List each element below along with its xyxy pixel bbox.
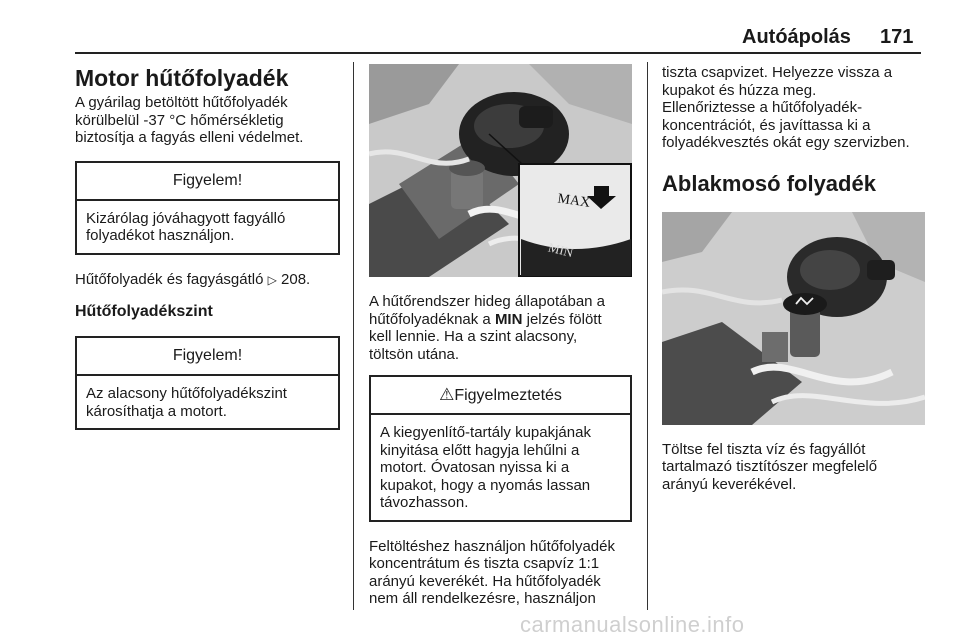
- coolant-reservoir-illustration: [369, 64, 632, 277]
- warning-box: [369, 375, 632, 522]
- caution-body: Az alacsony hűtőfolyadékszint károsíthatja a motort.: [86, 385, 287, 420]
- caution-title: Figyelem!: [77, 338, 338, 376]
- caution-box-1: [75, 161, 340, 255]
- section-heading-coolant: Motor hűtőfolyadék: [75, 65, 289, 91]
- washer-fill-paragraph: Töltse fel tiszta víz és fagyállót tartalmazó tisztítószer megfelelő arányú keverékével.: [662, 440, 878, 493]
- section-heading-washer-fluid: Ablakmosó folyadék: [662, 170, 876, 196]
- cross-reference-page[interactable]: 208.: [281, 270, 311, 288]
- cross-reference: [75, 271, 340, 290]
- column-divider-2: [647, 62, 648, 610]
- warning-triangle-icon: ⚠: [439, 385, 455, 404]
- page-number: 171: [880, 26, 914, 48]
- warning-title: Figyelmeztetés: [454, 387, 562, 404]
- caution-title: Figyelem!: [77, 163, 338, 201]
- refill-paragraph: Feltöltéshez használjon hűtőfolyadék koncentrátum és tiszta csapvíz 1:1 arányú keverékét. Ha hűtőfolyadék nem áll rendelkezésre, használjon: [369, 537, 615, 607]
- warning-body: A kiegyenlítő-tartály kupakjának kinyitása előtt hagyja lehűlni a motort. Óvatosan nyissa ki a kupakot, hogy a nyomás lassan távozhasson.: [380, 424, 591, 511]
- running-header-title: Autóápolás: [742, 26, 851, 48]
- reference-arrow-icon: ▷: [267, 272, 277, 287]
- caution-body: Kizárólag jóváhagyott fagyálló folyadékot használjon.: [86, 209, 286, 244]
- coolant-level-paragraph: A hűtőrendszer hideg állapotában a hűtőfolyadéknak a MIN jelzés fölött kell lennie. Ha a szint alacsony, töltsön utána.: [369, 293, 606, 363]
- cross-reference-text: Hűtőfolyadék és fagyásgátló: [75, 270, 264, 288]
- header-divider: [75, 52, 921, 54]
- washer-reservoir-illustration: [662, 212, 925, 425]
- warning-header: [371, 377, 630, 415]
- intro-paragraph: A gyárilag betöltött hűtőfolyadék körülbelül -37 °C hőmérsékletig biztosítja a fagyás elleni védelmet.: [75, 94, 304, 146]
- min-emphasis: MIN: [494, 310, 523, 328]
- column-2: [369, 64, 632, 608]
- min-label: MIN: [546, 239, 575, 261]
- max-label: MAX: [556, 191, 592, 211]
- column-divider-1: [353, 62, 354, 610]
- subheading-coolant-level: Hűtőfolyadékszint: [75, 303, 213, 320]
- caution-box-2: [75, 336, 340, 430]
- continued-paragraph: tiszta csapvizet. Helyezze vissza a kupakot és húzza meg. Ellenőriztesse a hűtőfolyadék- koncentrációt, és javíttassa ki a folyadékvesztés okát egy szervizben.: [662, 64, 910, 151]
- column-1: [75, 64, 340, 430]
- column-3: [662, 64, 927, 493]
- watermark: carmanualsonline.info: [520, 612, 745, 637]
